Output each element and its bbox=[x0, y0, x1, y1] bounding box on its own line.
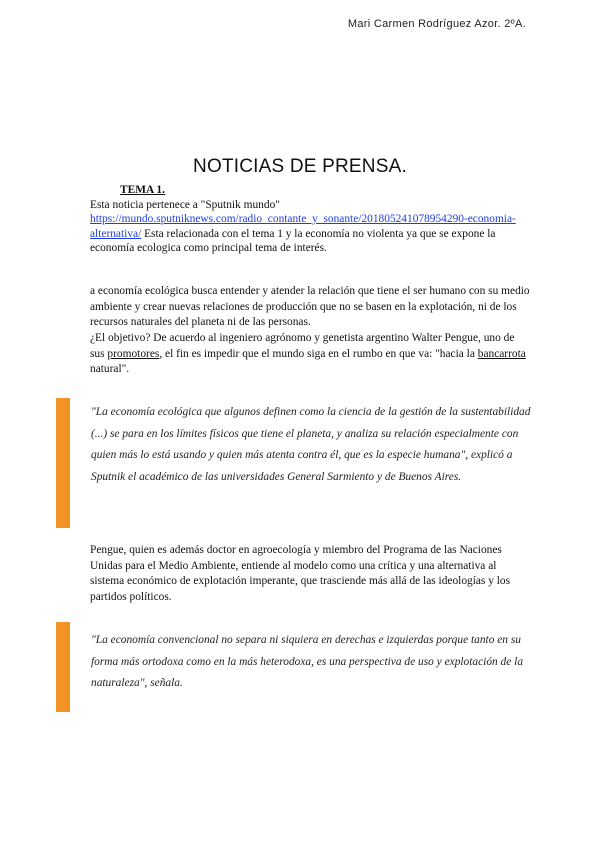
source-line: Esta noticia pertenece a "Sputnik mundo" bbox=[90, 198, 280, 211]
paragraph-2-text-c: natural". bbox=[90, 363, 130, 375]
source-description: Esta relacionada con el tema 1 y la economía no violenta ya que se expone la economía ecologica como principal tema de interés. bbox=[90, 227, 496, 254]
author-header: Mari Carmen Rodríguez Azor. 2ºA. bbox=[347, 18, 526, 30]
paragraph-2-text-a: ¿El objetivo? De acuerdo al ingeniero agrónomo y genetista argentino Walter Pengue, uno de sus bbox=[90, 332, 515, 360]
paragraph-2 bbox=[90, 331, 530, 378]
link-promotores[interactable]: promotores bbox=[107, 347, 160, 360]
intro-block bbox=[90, 183, 530, 256]
quote-2-text: "La economía convencional no separa ni siquiera en derechas e izquierdas porque tanto en su forma más ortodoxa como en la más heterodoxa, es una perspectiva de uso y explotación de la naturaleza", señala. bbox=[91, 634, 524, 689]
quote-accent-bar bbox=[56, 622, 70, 712]
quote-block-2 bbox=[56, 622, 536, 712]
paragraph-2-text-b: , el fin es impedir que el mundo siga en el rumbo en que va: "hacia la bbox=[159, 347, 478, 360]
quote-1-text: "La economía ecológica que algunos definen como la ciencia de la gestión de la sustentabilidad (...) se para en los límites físicos que tiene el planeta, y analiza su relación especialmente con quien más lo está usando y quien más atenta contra él, que es la especie humana", explicó a Sputnik el académico de las universidades General Sarmiento y de Buenos Aires. bbox=[91, 406, 531, 483]
source-link[interactable]: https://mundo.sputniknews.com/radio_contante_y_sonante/201805241078954290-economia-alternativa/ bbox=[90, 213, 516, 240]
paragraph-3: Pengue, quien es además doctor en agroecología y miembro del Programa de las Naciones Unidas para el Medio Ambiente, entiende al modelo como una crítica y una alternativa al sistema económico de explotación imperante, que trasciende más allá de las ideologías y los partidos políticos. bbox=[90, 544, 511, 603]
quote-accent-bar bbox=[56, 398, 70, 528]
topic-label: TEMA 1. bbox=[120, 184, 165, 196]
document-title: NOTICIAS DE PRENSA. bbox=[193, 156, 407, 177]
link-bancarrota[interactable]: bancarrota bbox=[477, 347, 526, 360]
quote-block-1 bbox=[56, 398, 536, 528]
paragraph-1: a economía ecológica busca entender y atender la relación que tiene el ser humano con su medio ambiente y crear nuevas relaciones de producción que no se basen en la explotación, ni de los recursos naturales del planeta ni de las personas. bbox=[90, 285, 530, 328]
